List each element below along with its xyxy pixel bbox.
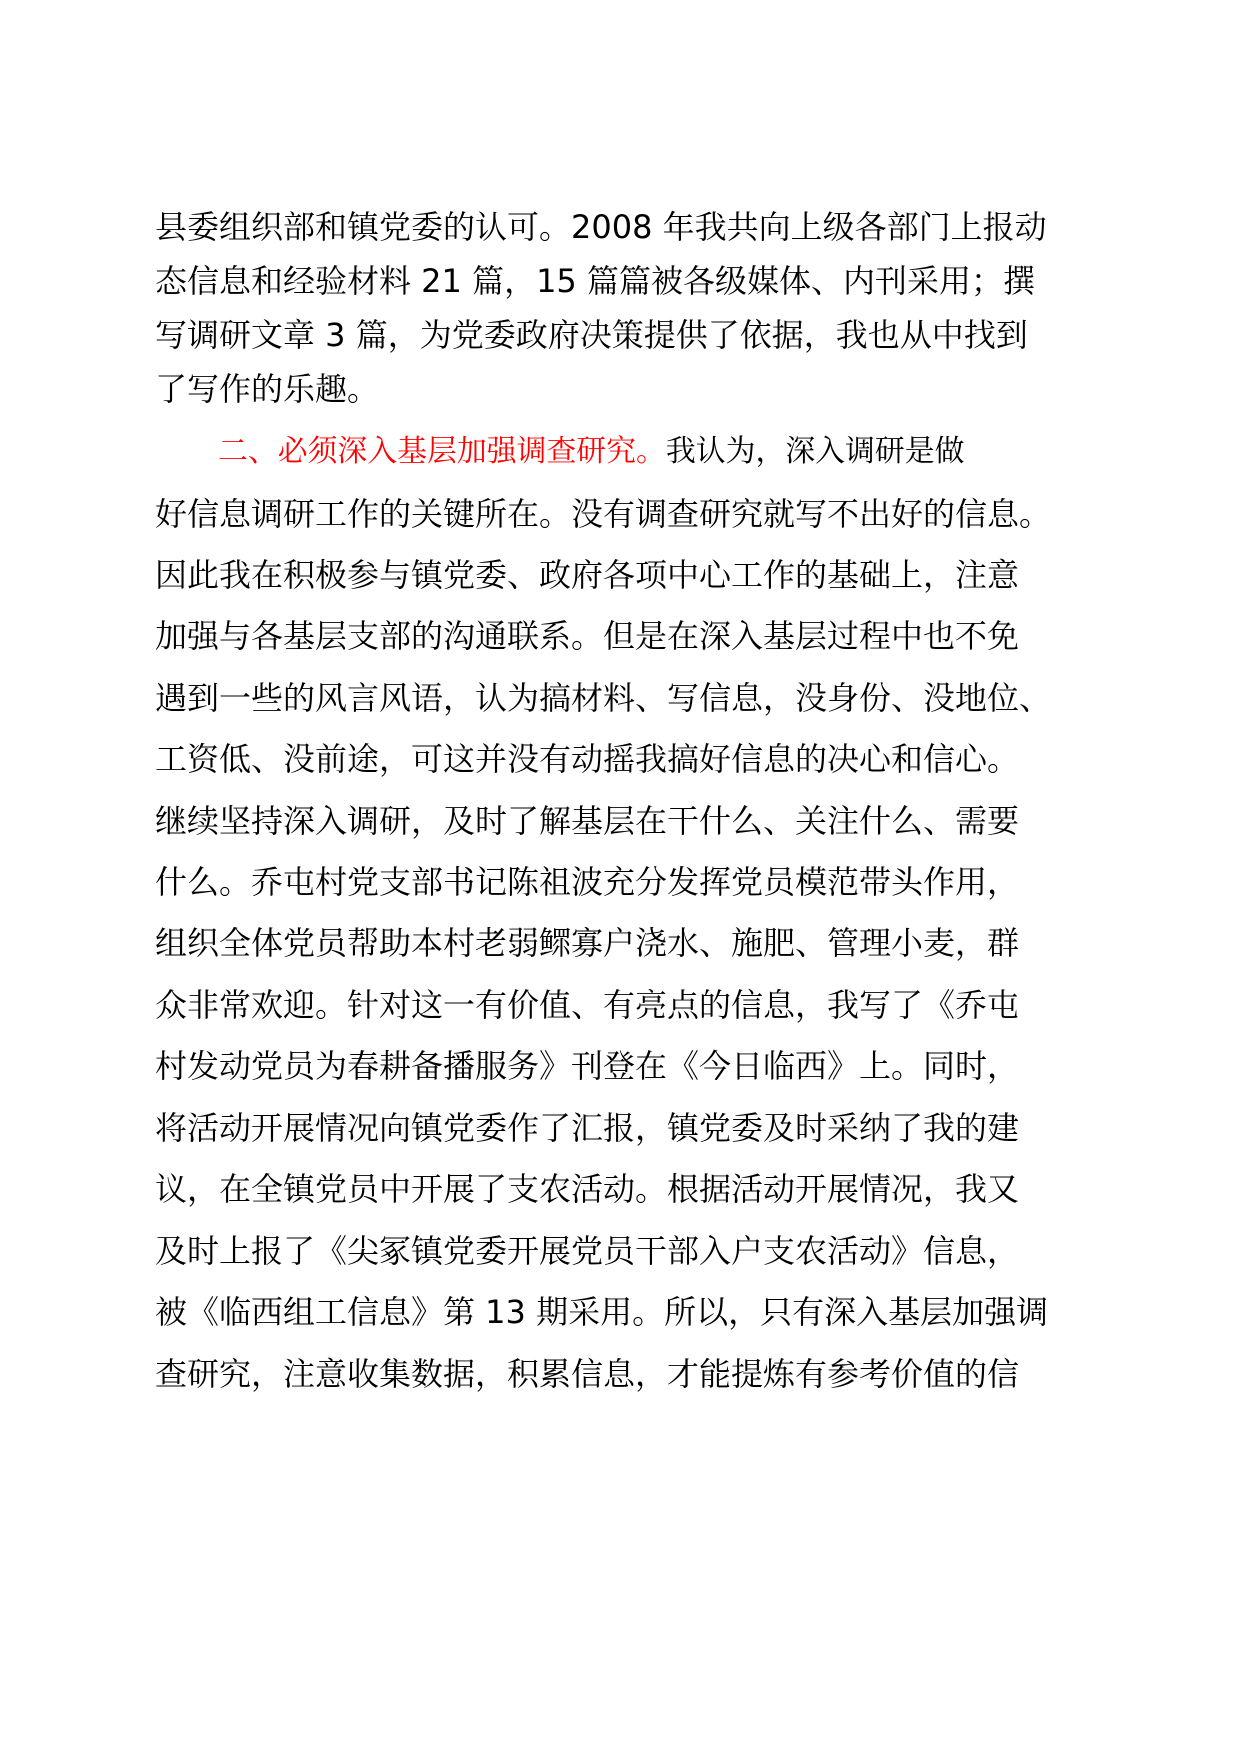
text-line: 继续坚持深入调研，及时了解基层在干什么、关注什么、需要 [155,802,1020,840]
text-line: 什么。乔屯村党支部书记陈祖波充分发挥党员模范带头作用， [155,863,1020,901]
text-line: 了写作的乐趣。 [155,370,380,408]
text-line: 加强与各基层支部的沟通联系。但是在深入基层过程中也不免 [155,617,1020,655]
text-line: 将活动开展情况向镇党委作了汇报，镇党委及时采纳了我的建 [155,1109,1020,1147]
text-line: 组织全体党员帮助本村老弱鳏寡户浇水、施肥、管理小麦，群 [155,924,1020,962]
text-line: 县委组织部和镇党委的认可。2008 年我共向上级各部门上报动 [155,208,1047,246]
section-heading-line [218,430,1163,474]
paragraph-opening: 我认为，深入调研是做 [665,434,965,469]
text-line: 议，在全镇党员中开展了支农活动。根据活动开展情况，我又 [155,1170,1020,1208]
section-heading: 二、必须深入基层加强调查研究。 [218,434,666,469]
text-line: 因此我在积极参与镇党委、政府各项中心工作的基础上，注意 [155,556,1020,594]
text-line: 好信息调研工作的关键所在。没有调查研究就写不出好的信息。 [155,495,1052,533]
text-line: 写调研文章 3 篇，为党委政府决策提供了依据，我也从中找到 [155,316,1028,354]
text-line: 遇到一些的风言风语，认为搞材料、写信息，没身份、没地位、 [155,679,1052,717]
text-line: 态信息和经验材料 21 篇，15 篇篇被各级媒体、内刊采用；撰 [155,262,1035,300]
text-line: 众非常欢迎。针对这一有价值、有亮点的信息，我写了《乔屯 [155,986,1020,1024]
text-line: 查研究，注意收集数据，积累信息，才能提炼有参考价值的信 [155,1355,1020,1393]
text-line: 被《临西组工信息》第 13 期采用。所以，只有深入基层加强调 [155,1293,1049,1331]
text-line: 及时上报了《尖冢镇党委开展党员干部入户支农活动》信息， [155,1232,1020,1270]
text-line: 村发动党员为春耕备播服务》刊登在《今日临西》上。同时， [155,1047,1020,1085]
text-line: 工资低、没前途，可这并没有动摇我搞好信息的决心和信心。 [155,740,1020,778]
